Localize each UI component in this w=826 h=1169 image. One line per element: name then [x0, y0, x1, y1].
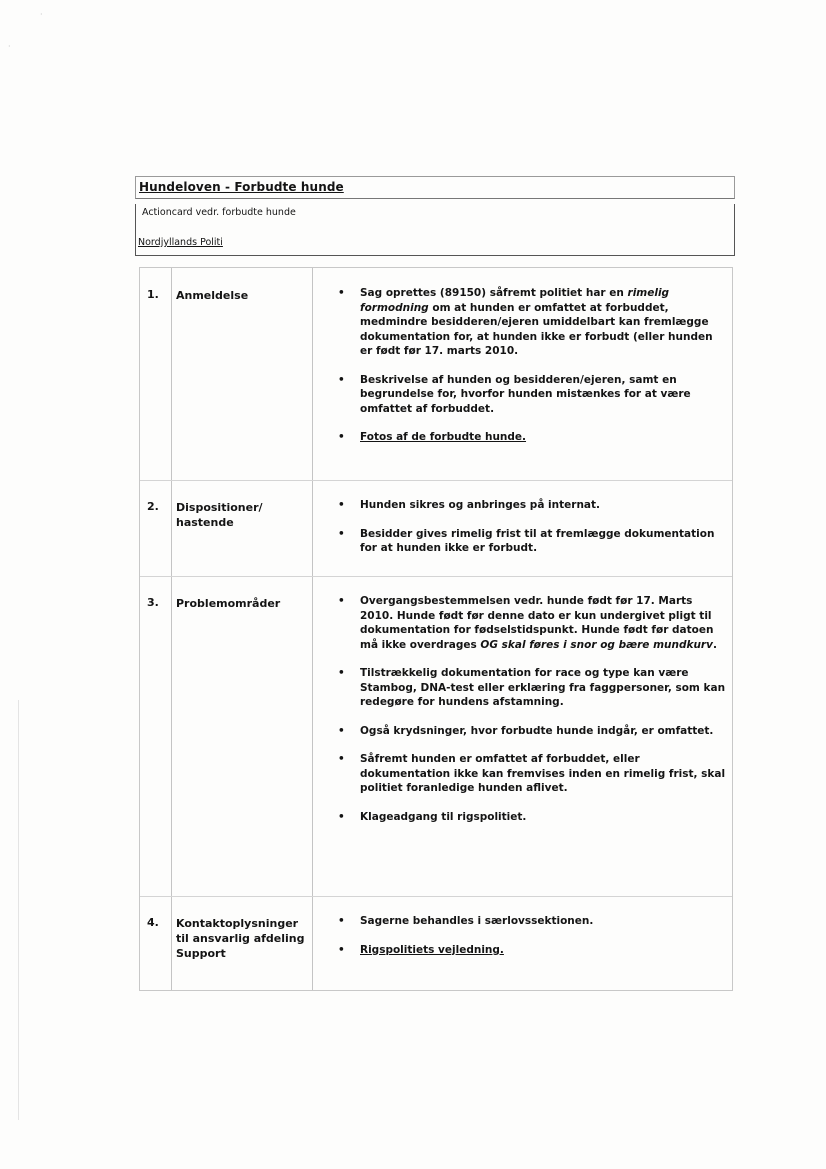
row-number: 2. [147, 500, 159, 513]
table-row [140, 896, 732, 990]
actioncard-label: Actioncard vedr. forbudte hunde [142, 207, 296, 218]
row-number: 3. [147, 596, 159, 609]
list-item: • Rigspolitiets vejledning. [338, 943, 504, 956]
table-row [140, 480, 732, 577]
scan-speck: · [40, 10, 43, 19]
list-item: • Sag oprettes (89150) såfremt politiet har en rimelig formodning om at hunden er omfattet at forbuddet, medmindre besidderen/ejeren umiddelbart kan fremlægge dokumentation for, at hunden ikke er forbudt (eller hunden er født før 17. marts 2010. [338, 287, 713, 357]
scan-edge-line [18, 700, 19, 1120]
bullet-list [338, 286, 728, 459]
list-item: • Fotos af de forbudte hunde. [338, 431, 527, 443]
row-label: Anmeldelse [176, 289, 249, 302]
photos-link[interactable]: Fotos af de forbudte hunde. [360, 431, 527, 443]
table-row [140, 576, 732, 897]
list-item: • Overgangsbestemmelsen vedr. hunde født før 17. Marts 2010. Hunde født før denne dato er kun undergivet pligt til dokumentation for fødselstidspunkt. Hunde født før datoen må ikke overdrages OG skal føres i snor og bære mundkurv. [338, 595, 717, 651]
row-label: Problemområder [176, 597, 281, 610]
row-number: 1. [147, 288, 159, 301]
list-item: • Sagerne behandles i særlovssektionen. [338, 915, 594, 927]
police-district: Nordjyllands Politi [138, 237, 223, 248]
row-number: 4. [147, 916, 159, 929]
list-item: • Også krydsninger, hvor forbudte hunde indgår, er omfattet. [338, 724, 714, 737]
title-row [135, 176, 735, 199]
row-label: Kontaktoplysninger til ansvarlig afdeling Support [176, 917, 305, 960]
guidance-link[interactable]: Rigspolitiets vejledning. [360, 943, 504, 956]
bullet-list [338, 594, 728, 838]
actioncard-table [139, 267, 733, 991]
row-label: Dispositioner/ hastende [176, 501, 263, 529]
document-title: Hundeloven - Forbudte hunde [139, 180, 344, 194]
bullet-list [338, 914, 728, 971]
scan-speck: · [8, 42, 11, 51]
list-item: • Tilstrækkelig dokumentation for race og type kan være Stambog, DNA-test eller erklæring fra faggpersoner, som kan redegøre for hundens afstamning. [338, 667, 726, 708]
list-item: • Besidder gives rimelig frist til at fremlægge dokumentation for at hunden ikke er forbudt. [338, 527, 715, 554]
info-row [135, 204, 735, 256]
document-header [135, 176, 735, 258]
list-item: • Beskrivelse af hunden og besidderen/ejeren, samt en begrundelse for, hvorfor hunden mistænkes for at være omfattet af forbuddet. [338, 373, 691, 415]
list-item: • Klageadgang til rigspolitiet. [338, 810, 527, 823]
table-row [140, 268, 732, 481]
bullet-list [338, 498, 728, 570]
list-item: • Såfremt hunden er omfattet af forbuddet, eller dokumentation ikke kan fremvises inden en rimelig frist, skal politiet foranledige hunden aflivet. [338, 753, 726, 794]
list-item: • Hunden sikres og anbringes på internat. [338, 499, 601, 511]
